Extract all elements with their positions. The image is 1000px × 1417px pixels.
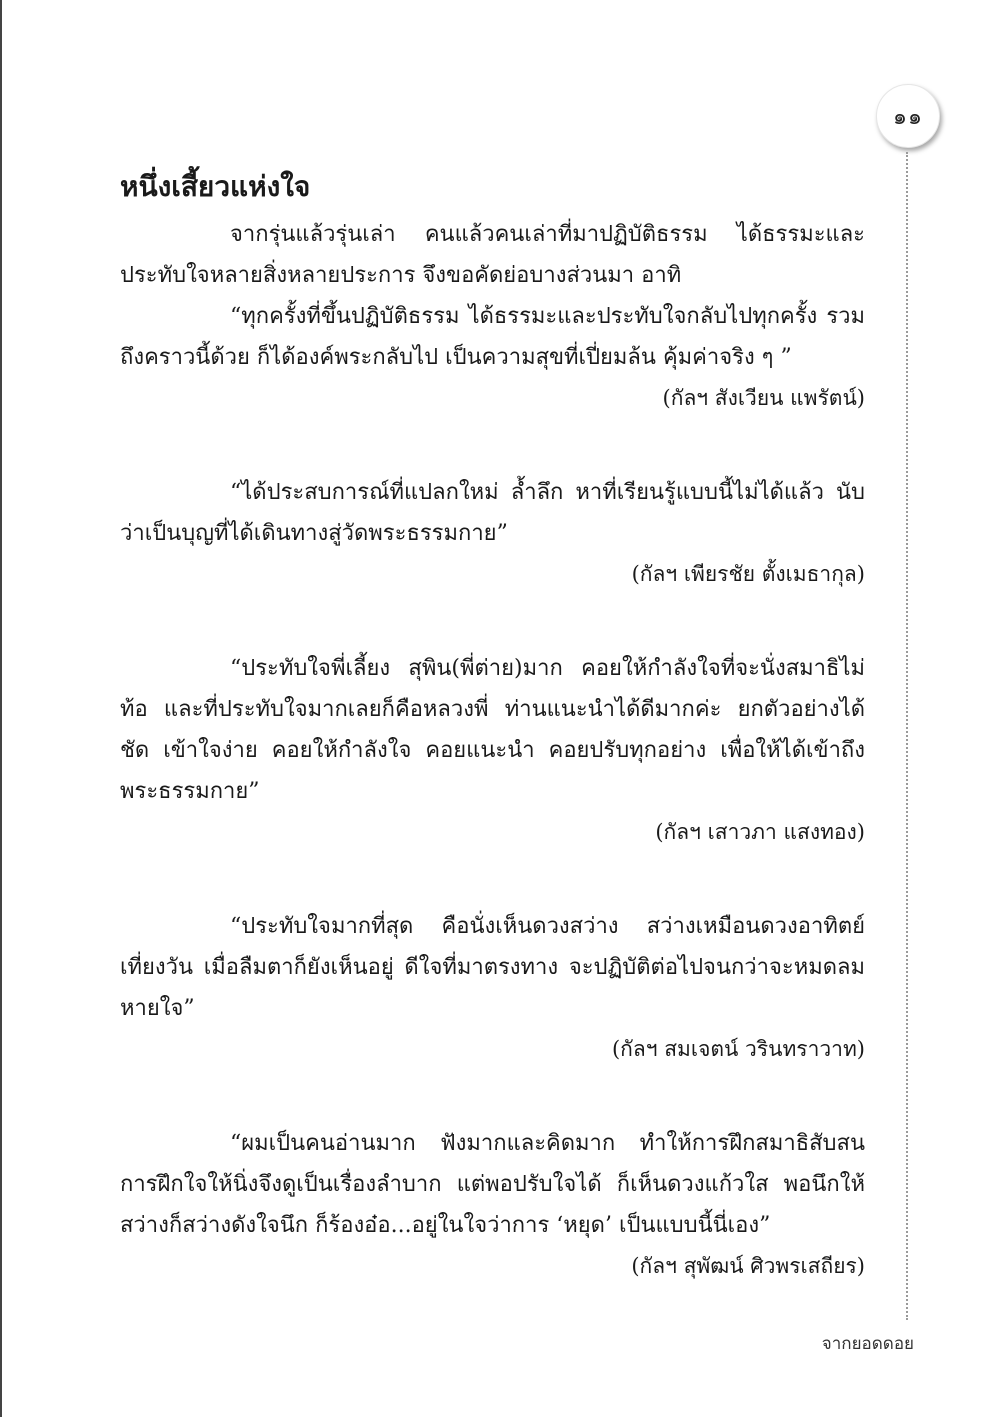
page-left-border xyxy=(0,0,2,1417)
spacer xyxy=(120,1069,865,1123)
quote-author: (กัลฯ สมเจตน์ วรินทราวาท) xyxy=(611,1037,865,1061)
footer-book-title: จากยอดดอย xyxy=(821,1334,914,1354)
section-title: หนึ่งเสี้ยวแห่งใจ xyxy=(120,170,311,203)
page-content xyxy=(120,166,865,1286)
quote-block-5 xyxy=(120,1123,865,1286)
quote-text: “ได้ประสบการณ์ที่แปลกใหม่ ล้ำลึก หาที่เรียนรู้แบบนี้ไม่ได้แล้ว นับว่าเป็นบุญที่ได้เดินทางสู่วัดพระธรรมกาย” xyxy=(120,480,865,546)
quote-author: (กัลฯ สุพัฒน์ ศิวพรเสถียร) xyxy=(631,1254,865,1278)
quote-block-3 xyxy=(120,648,865,852)
quote-block-4 xyxy=(120,906,865,1069)
quote-text: “ประทับใจมากที่สุด คือนั่งเห็นดวงสว่าง สว่างเหมือนดวงอาทิตย์เที่ยงวัน เมื่อลืมตาก็ยังเห็นอยู่ ดีใจที่มาตรงทาง จะปฏิบัติต่อไปจนกว่าจะหมดลมหายใจ” xyxy=(120,914,865,1021)
quote-author: (กัลฯ เพียรชัย ตั้งเมธากุล) xyxy=(631,562,865,586)
intro-paragraph: จากรุ่นแล้วรุ่นเล่า คนแล้วคนเล่าที่มาปฏิบัติธรรม ได้ธรรมะและประทับใจหลายสิ่งหลายประการ จึงขอคัดย่อบางส่วนมา อาทิ xyxy=(120,222,865,288)
spacer xyxy=(120,852,865,906)
quote-author: (กัลฯ สังเวียน แพรัตน์) xyxy=(662,386,865,410)
spacer xyxy=(120,418,865,472)
quote-text: “ผมเป็นคนอ่านมาก ฟังมากและคิดมาก ทำให้การฝึกสมาธิสับสน การฝึกใจให้นิ่งจึงดูเป็นเรื่องลำบาก แต่พอปรับใจได้ ก็เห็นดวงแก้วใส พอนึกให้สว่างก็สว่างดังใจนึก ก็ร้องอ๋อ...อยู่ในใจว่าการ ‘หยุด’ เป็นแบบนี้นี่เอง” xyxy=(120,1131,865,1238)
quote-block-1 xyxy=(120,296,865,418)
quote-block-2 xyxy=(120,472,865,594)
quote-text: “ทุกครั้งที่ขึ้นปฏิบัติธรรม ได้ธรรมะและประทับใจกลับไปทุกครั้ง รวมถึงคราวนี้ด้วย ก็ได้องค์พระกลับไป เป็นความสุขที่เปี่ยมล้น คุ้มค่าจริง ๆ ” xyxy=(120,304,865,370)
dotted-margin-rule xyxy=(906,152,908,1320)
page-number-badge xyxy=(876,84,940,148)
spacer xyxy=(120,594,865,648)
quote-text: “ประทับใจพี่เลี้ยง สุพิน(พี่ต่าย)มาก คอยให้กำลังใจที่จะนั่งสมาธิไม่ท้อ และที่ประทับใจมากเลยก็คือหลวงพี่ ท่านแนะนำได้ดีมากค่ะ ยกตัวอย่างได้ชัด เข้าใจง่าย คอยให้กำลังใจ คอยแนะนำ คอยปรับทุกอย่าง เพื่อให้ได้เข้าถึงพระธรรมกาย” xyxy=(120,656,865,804)
page-number: ๑๑ xyxy=(893,104,923,130)
quote-author: (กัลฯ เสาวภา แสงทอง) xyxy=(655,820,865,844)
